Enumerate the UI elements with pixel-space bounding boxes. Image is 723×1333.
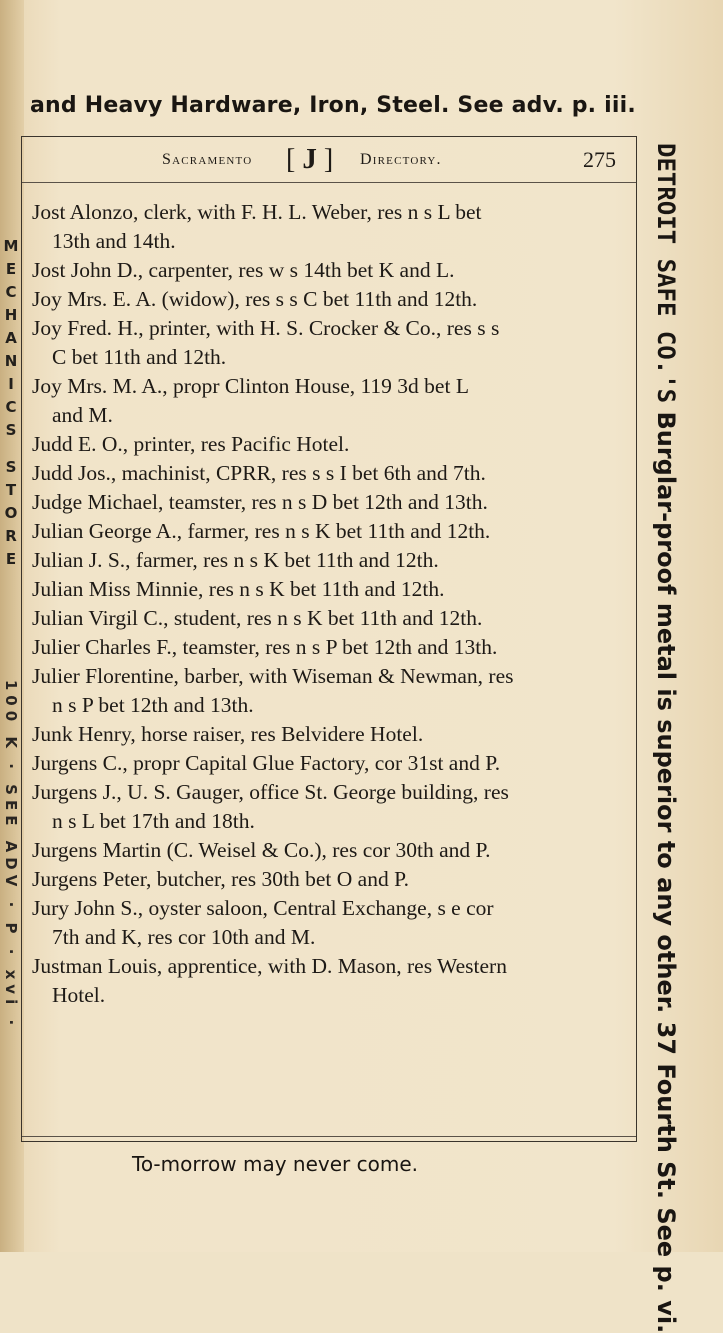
directory-entry <box>32 430 612 459</box>
entry-line: Jurgens C., propr Capital Glue Factory, cor 31st and P. <box>32 751 501 775</box>
entry-continuation-line: n s L bet 17th and 18th. <box>52 809 255 833</box>
directory-entry <box>32 285 612 314</box>
section-letter: J <box>302 143 317 175</box>
entry-line: Jost Alonzo, clerk, with F. H. L. Weber, res n s L bet <box>32 200 482 224</box>
directory-entry <box>32 488 612 517</box>
entry-line: Julier Charles F., teamster, res n s P bet 12th and 13th. <box>32 635 498 659</box>
directory-entry <box>32 894 612 952</box>
directory-entry <box>32 314 612 372</box>
entry-line: Justman Louis, apprentice, with D. Mason, res Western <box>32 954 507 978</box>
left-ad-letter: N <box>4 352 18 370</box>
left-ad-letter: A <box>5 329 17 347</box>
entry-line: Joy Fred. H., printer, with H. S. Crocker & Co., res s s <box>32 316 500 340</box>
directory-entry <box>32 575 612 604</box>
left-ad-letter: M <box>3 237 19 255</box>
directory-entries <box>32 198 612 1010</box>
entry-line: Julian Miss Minnie, res n s K bet 11th and 12th. <box>32 577 445 601</box>
running-head-title: Directory. <box>360 151 442 168</box>
directory-entry <box>32 662 612 720</box>
footer-rule <box>22 1136 636 1137</box>
directory-entry <box>32 517 612 546</box>
directory-entry <box>32 372 612 430</box>
directory-entry <box>32 198 612 256</box>
left-ad-letter: E <box>5 550 17 568</box>
left-ad-letter: C <box>5 398 17 416</box>
entry-line: Jurgens Peter, butcher, res 30th bet O and P. <box>32 867 410 891</box>
directory-entry <box>32 604 612 633</box>
directory-entry <box>32 749 612 778</box>
left-ad-letter: C <box>5 283 17 301</box>
entry-line: Judge Michael, teamster, res n s D bet 12th and 13th. <box>32 490 488 514</box>
directory-entry <box>32 459 612 488</box>
entry-line: Junk Henry, horse raiser, res Belvidere Hotel. <box>32 722 424 746</box>
directory-entry <box>32 952 612 1010</box>
directory-entry <box>32 836 612 865</box>
left-ad-letter: E <box>5 260 17 278</box>
left-margin-advertisement <box>0 235 22 571</box>
running-head-letter: [ J ] <box>286 143 334 175</box>
left-ad-letter: S <box>5 458 17 476</box>
entry-continuation-line: n s P bet 12th and 13th. <box>52 693 254 717</box>
directory-entry <box>32 546 612 575</box>
left-ad-letter: R <box>5 527 17 545</box>
left-ad-letter: S <box>5 421 17 439</box>
entry-continuation-line: 7th and K, res cor 10th and M. <box>52 925 316 949</box>
left-ad-letter: I <box>8 375 14 393</box>
entry-continuation-line: Hotel. <box>52 983 106 1007</box>
entry-line: Judd Jos., machinist, CPRR, res s s I bet 6th and 7th. <box>32 461 486 485</box>
directory-entry <box>32 865 612 894</box>
left-ad-letter: O <box>4 504 18 522</box>
entry-line: Julian Virgil C., student, res n s K bet 11th and 12th. <box>32 606 483 630</box>
left-ad-letter: H <box>4 306 18 324</box>
entry-line: Joy Mrs. E. A. (widow), res s s C bet 11th and 12th. <box>32 287 478 311</box>
entry-line: Joy Mrs. M. A., propr Clinton House, 119 3d bet L <box>32 374 469 398</box>
entry-line: Jurgens Martin (C. Weisel & Co.), res cor 30th and P. <box>32 838 491 862</box>
running-head-city: Sacramento <box>162 151 253 168</box>
running-head <box>22 145 636 177</box>
entry-continuation-line: 13th and 14th. <box>52 229 176 253</box>
entry-line: Jury John S., oyster saloon, Central Exchange, s e cor <box>32 896 494 920</box>
entry-line: Jost John D., carpenter, res w s 14th bet K and L. <box>32 258 455 282</box>
header-rule <box>22 182 636 183</box>
right-ad-text: Burglar-proof metal is superior to any other. 37 Fourth St. See p. vi. <box>652 403 680 1333</box>
entry-line: Jurgens J., U. S. Gauger, office St. George building, res <box>32 780 509 804</box>
entry-line: Julier Florentine, barber, with Wiseman & Newman, res <box>32 664 514 688</box>
entry-continuation-line: C bet 11th and 12th. <box>52 345 227 369</box>
directory-entry <box>32 778 612 836</box>
directory-entry <box>32 256 612 285</box>
bottom-advertisement: To-morrow may never come. <box>132 1152 418 1176</box>
left-ad-letter: T <box>5 481 17 499</box>
directory-entry <box>32 720 612 749</box>
entry-continuation-line: and M. <box>52 403 113 427</box>
entry-line: Julian J. S., farmer, res n s K bet 11th and 12th. <box>32 548 439 572</box>
directory-entry <box>32 633 612 662</box>
entry-line: Julian George A., farmer, res n s K bet 11th and 12th. <box>32 519 491 543</box>
right-ad-brand: DETROIT SAFE CO.'S <box>652 143 680 404</box>
top-advertisement: and Heavy Hardware, Iron, Steel. See adv. p. iii. <box>30 93 636 118</box>
entry-line: Judd E. O., printer, res Pacific Hotel. <box>32 432 350 456</box>
left-ad-tail-text: 100 K · SEE ADV · P · xvi · <box>2 679 20 1031</box>
page-number: 275 <box>583 147 616 172</box>
